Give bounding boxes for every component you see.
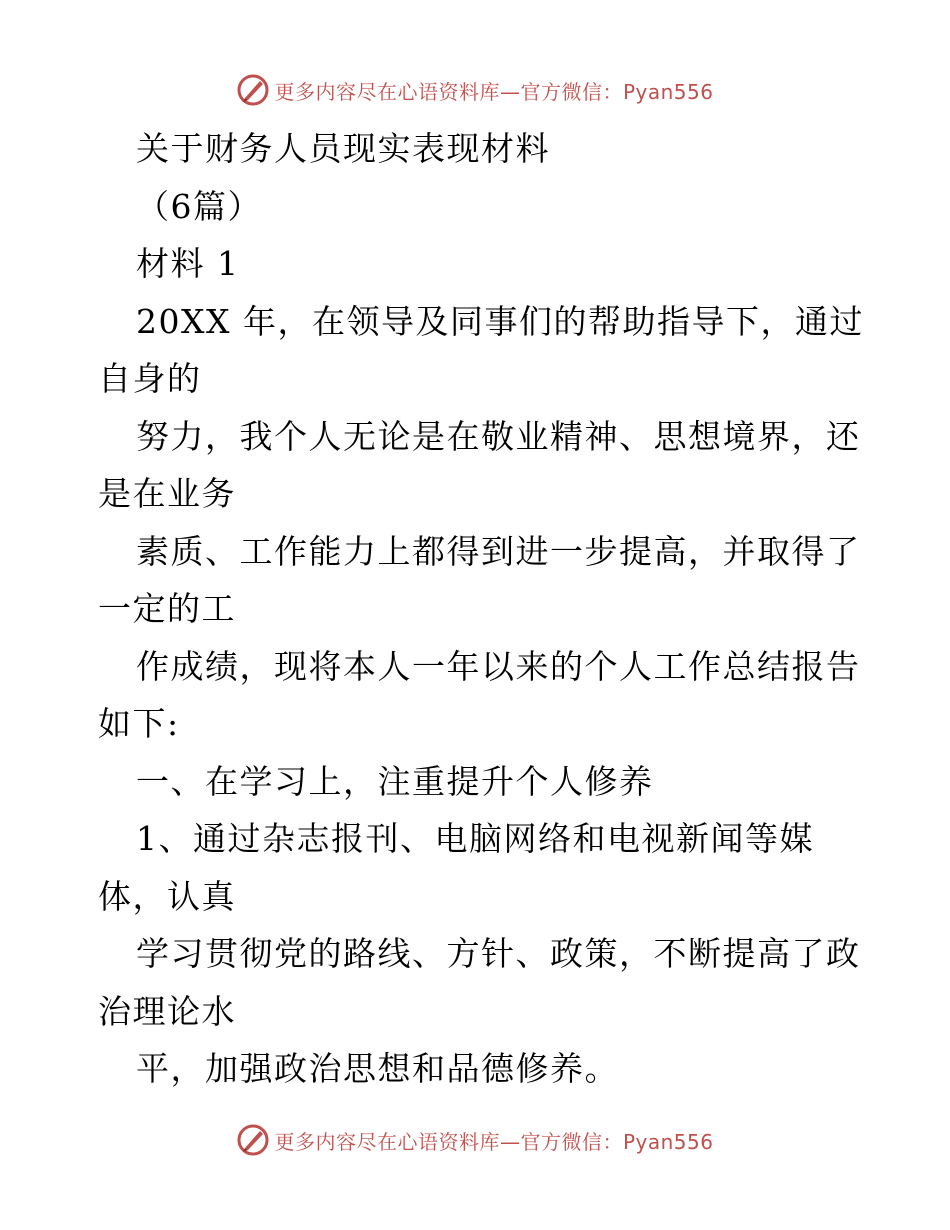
paragraph-line: 自身的 (98, 359, 202, 398)
paragraph-line: 20XX 年，在领导及同事们的帮助指导下，通过 (136, 301, 864, 341)
paragraph-line: 努力，我个人无论是在敬业精神、思想境界，还 (136, 416, 861, 456)
section-label: 材料 1 (136, 244, 240, 283)
banner-text: 更多内容尽在心语资料库—官方微信：Pyan556 (274, 1129, 714, 1154)
paragraph-line: 平，加强政治思想和品德修养。 (136, 1049, 619, 1088)
paragraph-line: 1、通过杂志报刊、电脑网络和电视新闻等媒 (136, 819, 814, 858)
paragraph-line: 作成绩，现将本人一年以来的个人工作总结报告 (136, 646, 861, 686)
paragraph-line: 学习贯彻党的路线、方针、政策，不断提高了政 (136, 934, 861, 973)
paragraph-line: 如下: (98, 704, 180, 743)
paragraph-line: 一定的工 (98, 589, 236, 628)
header-banner (0, 70, 950, 110)
paragraph-line: 素质、工作能力上都得到进一步提高，并取得了 (136, 531, 861, 571)
quill-pen-logo-icon (236, 73, 270, 107)
quill-pen-logo-icon (236, 1123, 270, 1157)
footer-banner (0, 1120, 950, 1160)
paragraph-line: 是在业务 (98, 474, 236, 513)
banner-text: 更多内容尽在心语资料库—官方微信：Pyan556 (274, 79, 714, 104)
document-body (98, 120, 864, 1098)
document-subtitle: （6篇） (136, 186, 262, 226)
document-title: 关于财务人员现实表现材料 (136, 129, 550, 168)
paragraph-line: 体，认真 (98, 876, 236, 916)
section-heading: 一、在学习上，注重提升个人修养 (136, 761, 654, 801)
paragraph-line: 治理论水 (98, 991, 236, 1031)
